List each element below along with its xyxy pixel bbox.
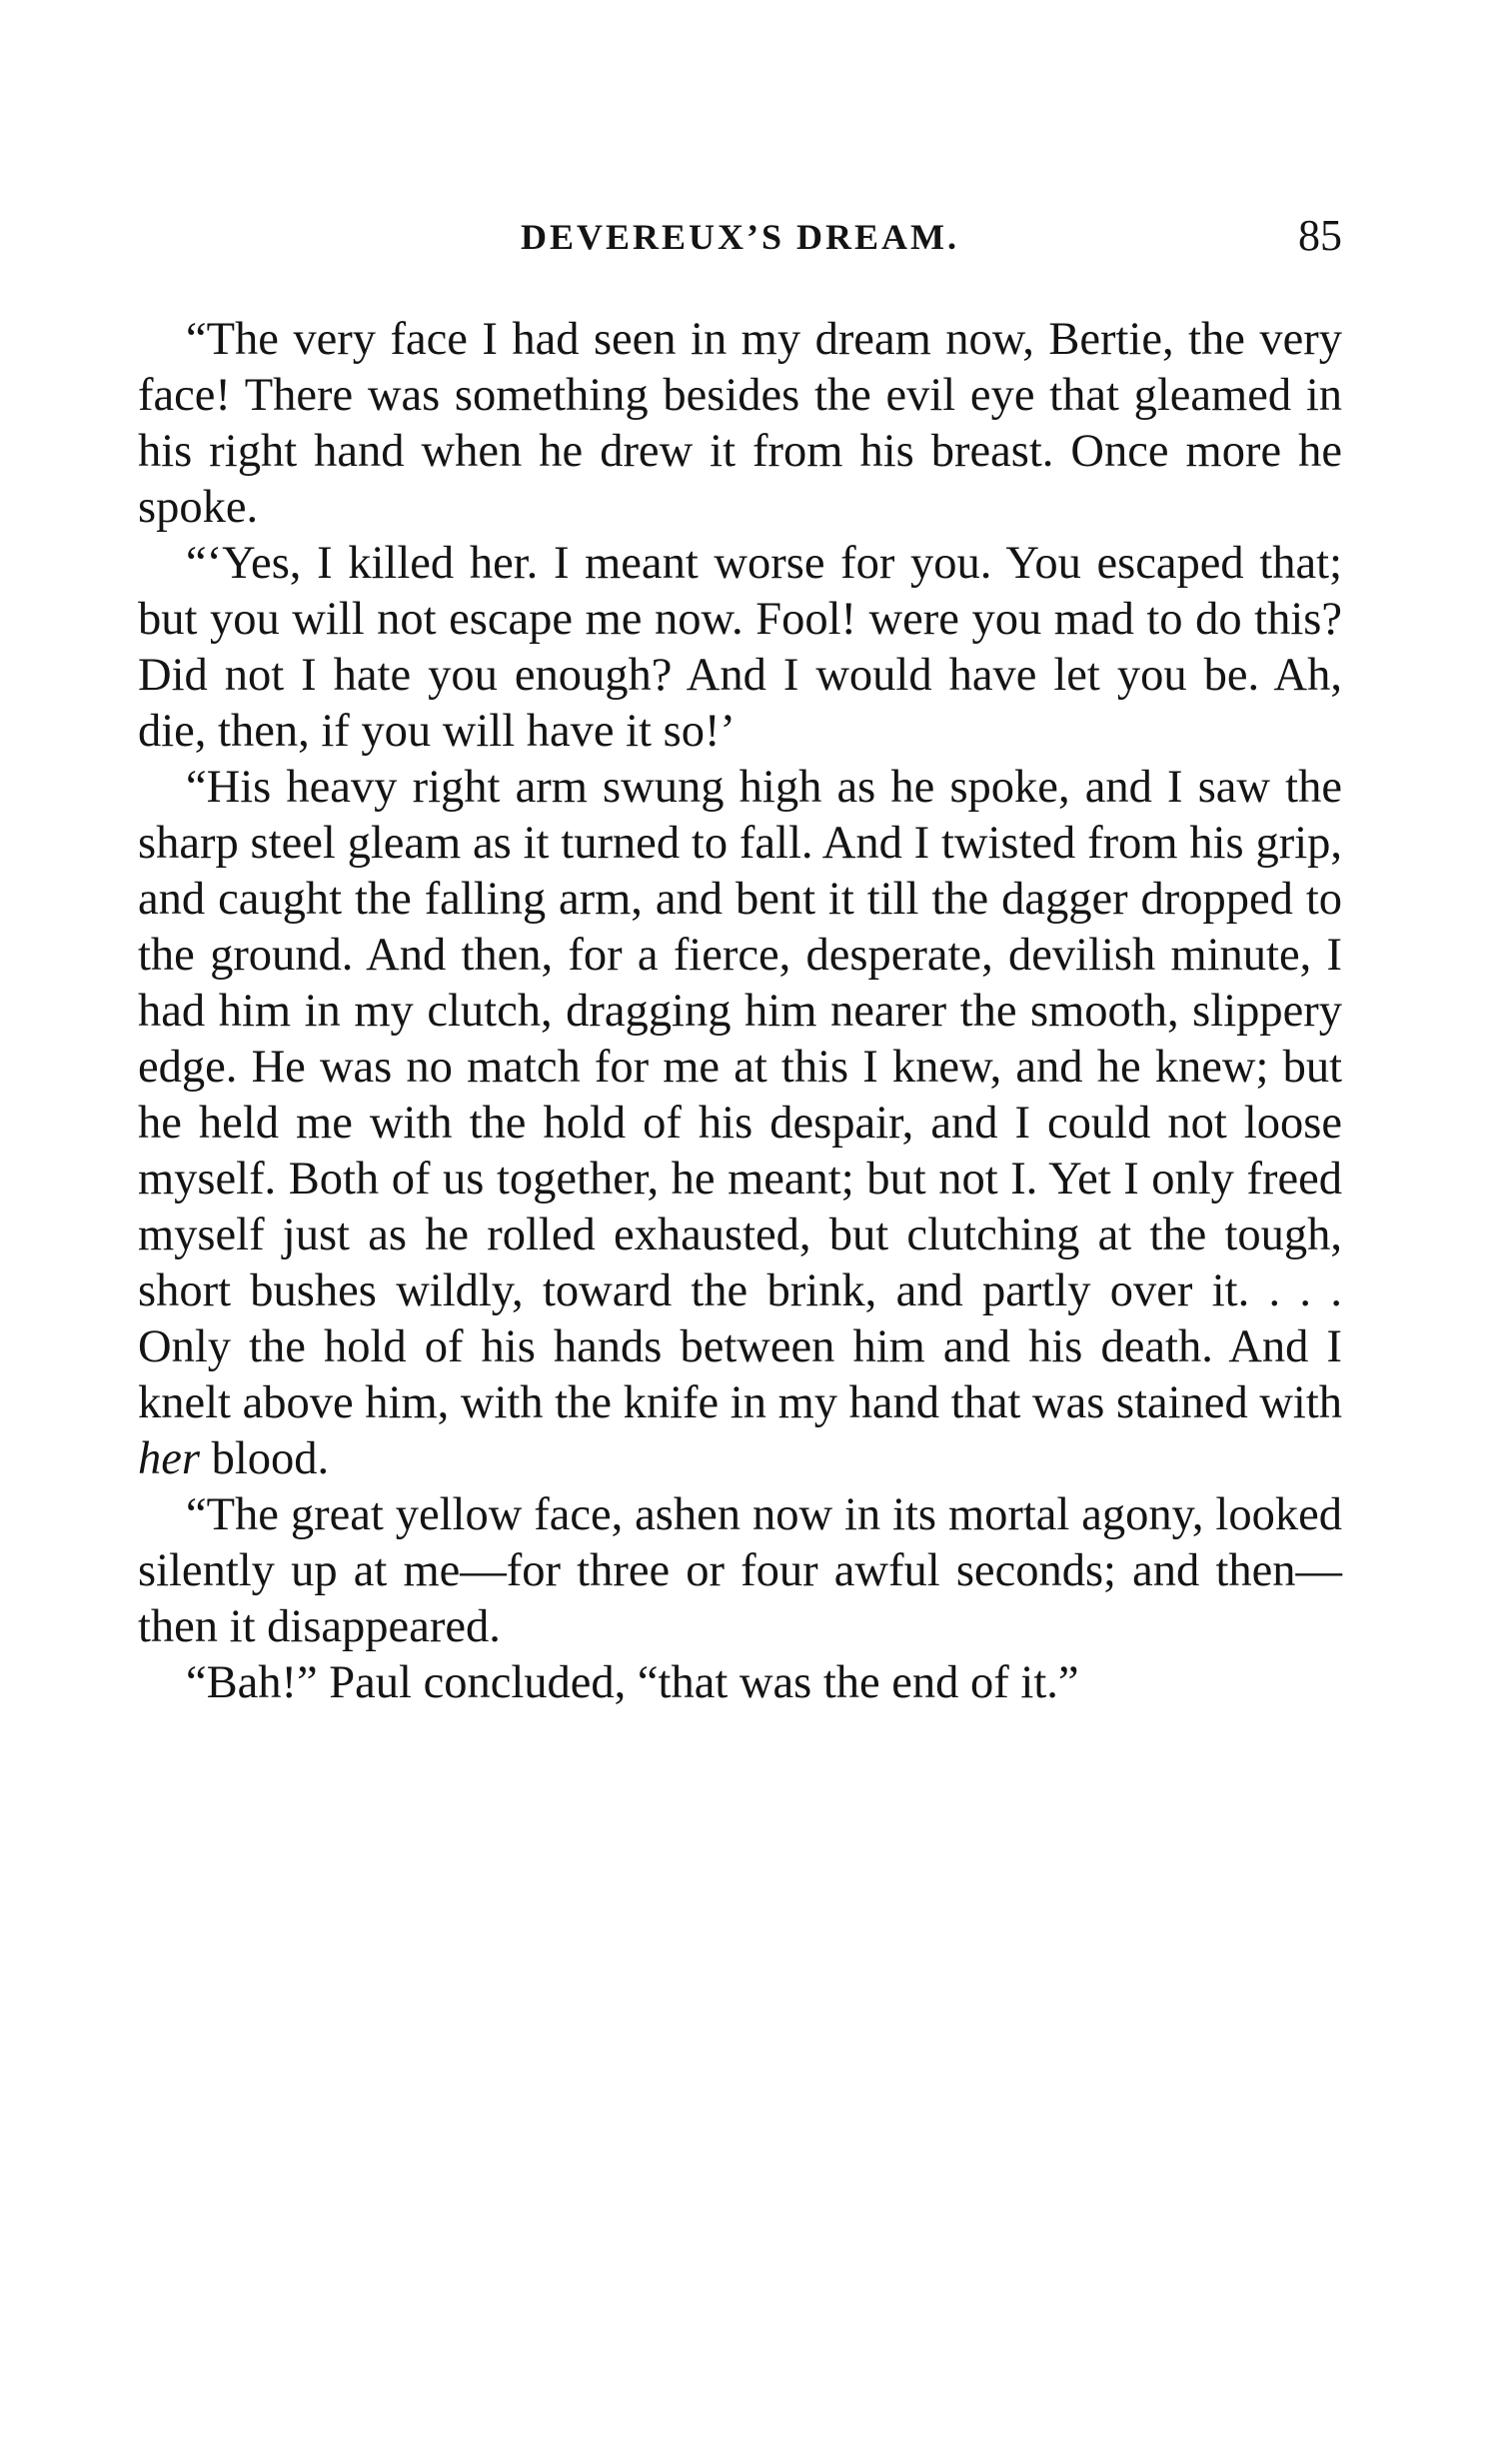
page-number: 85	[1298, 211, 1342, 260]
paragraph-3-text: “His heavy right arm swung high as he spoke, and I saw the sharp steel gleam as it turned to fall. And I twisted from his grip, and caught the falling arm, and bent it till the dagger dropped to the ground. And then, for a fierce, desperate, devilish minute, I had him in my clutch, dragging him nearer the smooth, slippery edge. He was no match for me at this I knew, and he knew; but he held me with the hold of his despair, and I could not loose myself. Both of us together, he meant; but not I. Yet I only freed myself just as he rolled exhausted, but clutching at the tough, short bushes wildly, toward the brink, and partly over it. . . . Only the hold of his hands between him and his death. And I knelt above him, with the knife in my hand that was stained with	[138, 762, 1342, 1428]
paragraph-3-after: blood.	[200, 1433, 330, 1484]
paragraph-3-italic: her	[138, 1433, 200, 1484]
paragraph-5: “Bah!” Paul concluded, “that was the end of it.”	[186, 1657, 1079, 1708]
paragraph-2: “‘Yes, I killed her. I meant worse for you. You escaped that; but you will not escape me now. Fool! were you mad to do this? Did not I hate you enough? And I would have let you be. Ah, die, then, if you will have it so!’	[138, 538, 1342, 757]
paragraph-3	[138, 760, 1342, 1487]
paragraph-4: “The great yellow face, ashen now in its mortal agony, looked silently up at me—for three or four awful seconds; and then—then it disappeared.	[138, 1489, 1342, 1652]
running-title: DEVEREUX’S DREAM.	[520, 217, 960, 257]
running-head	[138, 210, 1342, 280]
body-text	[138, 312, 1342, 1711]
paragraph-1: “The very face I had seen in my dream now, Bertie, the very face! There was something besides the evil eye that gleamed in his right hand when he drew it from his breast. Once more he spoke.	[138, 314, 1342, 533]
